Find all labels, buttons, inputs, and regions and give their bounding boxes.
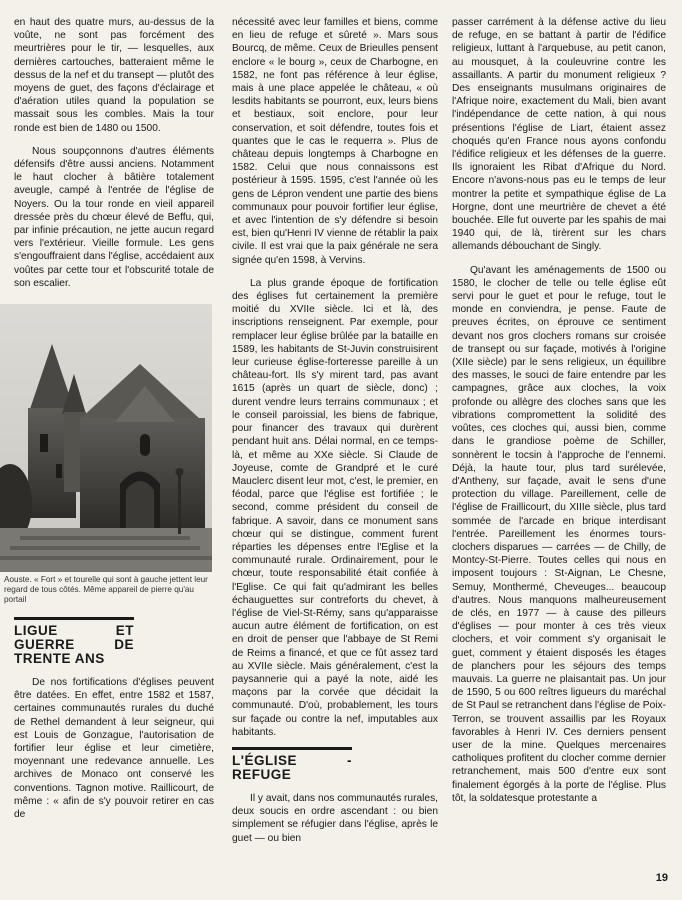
- church-photo: [0, 304, 212, 572]
- paragraph: Nous soupçonnons d'autres éléments défensifs d'être aussi anciens. Notamment le haut clocher à bâtière totalement aveugle, campé à l'entrée de l'église de Noyers. Ou la tour ronde en vieil appareil dressée près du chœur élevé de Beffu, qui, par infinie précaution, ne jette aucun regard vers l'extérieur. Vieille formule. Les gens s'engouffraient dans l'église, accédaient aux voûtes par cette tour et l'obscurité totale de son escalier.: [14, 145, 214, 289]
- paragraph: La plus grande époque de fortification des églises fut certainement la première moitié du XVIIe siècle. Ici et là, des inscriptions renseignent. Par exemple, pour remplacer leur église brûlée par la bataille en 1589, les habitants de St-Juvin construisirent leur curieuse église-forteresse pareille à un château-fort. Ils s'y mirent tard, pas avant 1615 (après un quart de siècle, donc) ; durent vendre leurs terrains communaux ; et le conseil paroissial, les biens de fabrique, pour financer des travaux qui durèrent pendant huit ans. Délai normal, en ce temps-là, et même au XXe siècle. Si Claude de Joyeuse, comte de Grandpré et le curé Mauclerc disent leur mot, c'est, le premier, en féodal, parce que l'église est fortifiée ; le second, comme président du conseil de fabrique. A savoir, dans ce monument sans chœur qui se distingue, comment furent réparties les dépenses entre l'Eglise et la communauté rurale. Ordinairement, pour le chœur, toute responsabilité était confiée à l'Eglise. Ce qui fait qu'admirant les belles échauguettes sur contreforts du chevet, à l'église de Viel-St-Rémy, sans qu'apparaisse aucun autre élément de fortification, on est en droit de penser que l'abbaye de St Remi de Reims a financé, et que ce fût assez tard au XVIIe siècle. Mais généralement, c'est la paysannerie qui a payé la note, aidé les maçons par la corvée que décidait la communauté. D'où, probablement, les tours sur façade ou contre la nef, imputables aux habitants.: [232, 277, 438, 738]
- column-1: [4, 16, 214, 821]
- paragraph: De nos fortifications d'églises peuvent être datées. En effet, entre 1582 et 1587, certaines communautés rurales du duché de Rethel demandent à leur seigneur, qui est Louis de Gonzague, l'autorisation de fortifier leur église et leur cimetière, moyennant une redevance annuelle. Les archives de Monaco ont conservé les conventions. Tagnon motive. Raillicourt, de même : « afin de s'y pouvoir retirer en cas de: [14, 677, 214, 821]
- photo-caption: Aouste. « Fort » et tourelle qui sont à gauche jettent leur regard de tous côtés. Même appareil de pierre qu'au portail: [4, 575, 208, 605]
- column-2: [232, 16, 438, 845]
- section-title: L'ÉGLISE - REFUGE: [232, 747, 352, 782]
- column-3: [452, 16, 666, 805]
- paragraph: en haut des quatre murs, au-dessus de la voûte, ne sont pas forcément des meurtrières pour le tir, — lesquelles, aux dernières cartouches, batteraient même le dessus de la nef et du transept — plutôt des moyens de guet, des façons d'éclairage et d'aération utiles quand la population se massait sous les combles. Mais la tour ronde est bien de 1480 ou 1500.: [14, 17, 214, 134]
- paragraph: nécessité avec leur familles et biens, comme en lieu de refuge et sûreté ». Mars sous Bourcq, de même. Ceux de Brieulles pensent enclore « le bourg », ceux de Charbogne, en 1582, ne font pas référence à leur église, mais à une place appelée le château, « où lesdits habitants se pourront, eux, leurs biens et bestiaux, soit enclore, pour leur conservation, et soit défendre, toutes fois et quantes que le cas le requerra ». Plus de château depuis longtemps à Charbogne en 1582. Celui que nous connaissons est postérieur à 1595. 1595, c'est l'année où les gens de Lépron vendent une partie des biens communaux pour pouvoir fortifier leur église, et avec l'intention de s'y défendre si besoin est, bien qu'Henri IV vienne de rétablir la paix civile. Il est vrai que la paix générale ne sera signée qu'en 1598, à Vervins.: [232, 17, 438, 266]
- section-title: LIGUE ET GUERRE DE TRENTE ANS: [14, 617, 134, 666]
- paragraph: Qu'avant les aménagements de 1500 ou 1580, le clocher de telle ou telle église eût servi pour le guet et pour le refuge, tout le monde en conviendra, je pense. Faute de preuves écrites, on éprouve ce sentiment devant nos gros clochers romans sur croisée de transept ou sur façade, motivés à l'origine (XIIe siècle) par le sens religieux, un équilibre des masses, le souci de faire entendre par les campagnes, grâce aux cloches, la voix profonde ou allègre des cloches sans que les vibrations compromettent la solidité des voûtes, ces cloches qui, aussi bien, comme dans le grandiose poème de Schiller, sonnèrent le tocsin à l'approche de l'ennemi. Déjà, la haute tour, plus tard surélevée, d'Antheny, sur façade, avait le sens d'une protection du village. Pareillement, celle de l'église de Fraillicourt, du XIIIe siècle, plus tard sommée de l'arcade en brique interdisant l'entrée. Pareillement les énormes tours-clochers disparues — carrées — de Chilly, de Montcy-St-Pierre. Toutes celles qui nous en imposent toujours : St-Aignan, Le Chesne, Semuy, Monthermé, Cheveuges... beaucoup d'autres. Nous manquons malheureusement de clés, en 1977 — à cause des pilleurs d'églises — pour monter à ces très vieux clochers, et voir comment s'y organisait le guet, comment y étaient disposés les étages de planchers pour les séjours des temps mauvais. La guerre ne plaisantait pas. Un jour de 1590, 5 ou 600 reîtres ligueurs du maréchal de St Paul se retranchent dans l'église de Poix-Terron, se trouvent assaillis par les Royaux favorables à Henri IV. Ces derniers pensent user de la mine. Quelques mercenaires catholiques profitent du clocher comme dernier retranchement, mais 500 d'entre eux sont finalement égorgés à la porte de l'église. Plus tôt, la soldatesque protestante a: [452, 264, 666, 804]
- paragraph: Il y avait, dans nos communautés rurales, deux soucis en ordre ascendant : ou bien simplement se réfugier dans l'église, après le guet — ou bien: [232, 792, 438, 844]
- paragraph: passer carrément à la défense active du lieu de refuge, en se battant à partir de l'édifice religieux, luttant à l'arquebuse, au petit canon, au mousquet, à la couleuvrine contre les assaillants. A partir du monument religieux ? Des enseignants musulmans originaires de l'Afrique noire, exactement du Mali, bien avant l'indépendance de cette nation, à qui nous présentions l'église de Liart, étaient assez choqués qu'en France nous ayons confondu l'édifice religieux et les défenses de la guerre. Ils ignoraient les Ribat d'Afrique du Nord. Encore n'avons-nous pas eu le temps de leur montrer la petite et sympathique église de La Horgne, dont une meurtrière de chevet a été bouchée. Elle fut ouverte par les spahis de mai 1940 qui, de là, tirèrent sur les chars allemands débouchant de Singly.: [452, 17, 666, 253]
- page-number: 19: [655, 872, 668, 884]
- church-illustration: [0, 304, 212, 572]
